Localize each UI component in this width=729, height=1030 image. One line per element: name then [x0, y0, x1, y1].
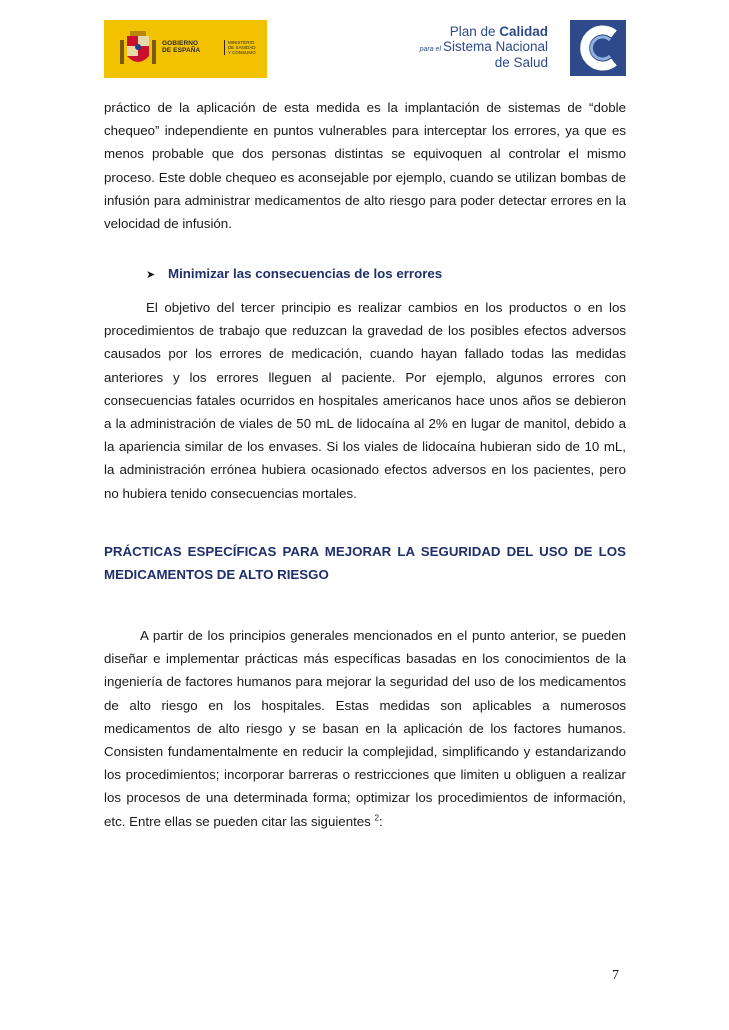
plan-title: Plan de Calidad [449, 24, 548, 39]
section-heading: PRÁCTICAS ESPECÍFICAS PARA MEJORAR LA SEGURIDAD DEL USO DE LOS MEDICAMENTOS DE ALTO RIESGO [104, 544, 626, 583]
paragraph-tercer-principio: El objetivo del tercer principio es realizar cambios en los productos o en los procedimientos de trabajo que reduzcan la gravedad de los posibles efectos adversos causados por los errores de medicación, cuando hayan fallado todas las medidas anteriores y los errores lleguen al paciente. Por ejemplo, algunos errores con consecuencias fatales ocurridos en hospitales americanos hace unos años se debieron a la administración de viales de 50 mL de lidocaína al 2% en lugar de manitol, debido a la apariencia similar de los envases. Si los viales de lidocaína hubieran sido de 10 mL, la administración errónea hubiera ocasionado efectos adversos en los pacientes, pero no hubiera tenido consecuencias mortales. [104, 300, 626, 501]
page-number: 7 [612, 968, 619, 983]
paragraph-practicas: A partir de los principios generales mencionados en el punto anterior, se pueden diseñar e implementar prácticas más específicas basadas en los conocimientos de la ingeniería de factores humanos para mejorar la seguridad del uso de los medicamentos de alto riesgo en los hospitales. Estas medidas son aplicables a numerosos medicamentos de alto riesgo y se basan en la aplicación de los factores humanos. Consisten fundamentalmente en reducir la complejidad, simplificando y estandarizando los procedimientos; incorporar barreras o restricciones que limiten u obliguen a realizar los procesos de una determinada forma; optimizar los procedimientos de información, etc. Entre ellas se pueden citar las siguientes $^2$: [104, 628, 626, 829]
arrow-bullet-icon: ➤ [146, 269, 156, 281]
plan-calidad-logo [419, 20, 626, 76]
coat-of-arms-icon [118, 30, 158, 70]
gobierno-logo [104, 20, 267, 78]
bullet-heading: ➤ Minimizar las consecuencias de los errores [146, 266, 443, 281]
plan-emblem-icon [570, 20, 626, 76]
plan-subtitle: para el Sistema Nacional [419, 39, 548, 54]
paragraph-doble-chequeo: práctico de la aplicación de esta medida es la implantación de sistemas de “doble chequeo” independiente en puntos vulnerables para interceptar los errores, ya que es menos probable que dos personas distintas se equivoquen al controlar el mismo proceso. Este doble chequeo es aconsejable por ejemplo, cuando se utilizan bombas de infusión para administrar medicamentos de alto riesgo para poder detectar errores en la velocidad de infusión. [104, 100, 626, 232]
reference-superscript: 2 [374, 813, 379, 823]
gobierno-text: GOBIERNO DE ESPAÑA [162, 40, 201, 54]
ministerio-text: MINISTERIO DE SANIDAD Y CONSUMO [224, 40, 270, 55]
plan-salud: de Salud [494, 55, 548, 70]
